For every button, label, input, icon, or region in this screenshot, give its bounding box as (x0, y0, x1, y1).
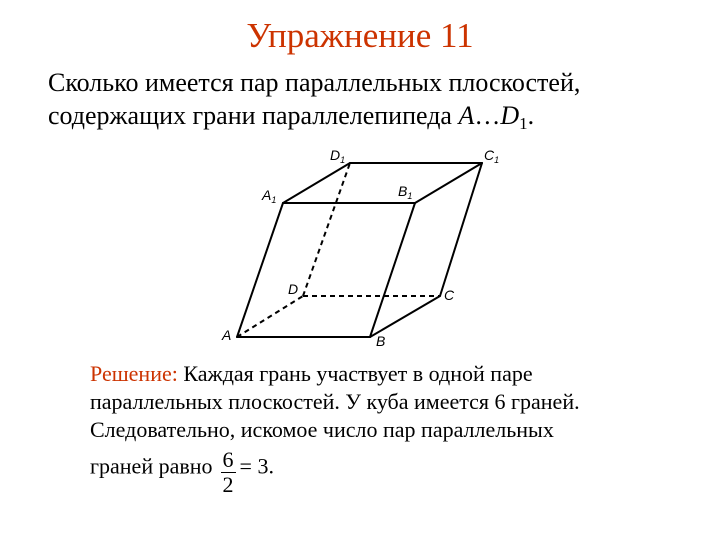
edge-a-a1 (237, 203, 283, 337)
solution-line-3: Следовательно, искомое число пар параллельных (90, 417, 554, 442)
var-d: D (500, 101, 520, 130)
solution-block (90, 360, 650, 497)
slide-title: Упражнение 11 (246, 16, 474, 55)
vertex-label-c: C (444, 287, 455, 303)
vertex-label-a1: $A_1$ (262, 187, 277, 205)
edge-b-b1 (370, 203, 415, 337)
solution-line-1 (90, 360, 650, 388)
vertex-label-d: D (288, 281, 299, 297)
fraction-denominator: 2 (222, 472, 234, 497)
vertex-label-a: A (222, 327, 232, 343)
solution-result: = 3. (239, 453, 274, 479)
solution-line-2: параллельных плоскостей. У куба имеется 6 граней. (90, 389, 580, 414)
solution-label: Решение: (90, 361, 178, 386)
fraction (221, 448, 236, 497)
question-line-1: Сколько имеется пар параллельных плоскостей, (48, 68, 581, 97)
solution-text-4: граней равно (90, 453, 213, 479)
solution-line-4 (90, 444, 650, 497)
question-period: . (527, 101, 535, 130)
vertex-label-c1: $C_1$ (484, 147, 500, 165)
var-d-subscript: 1 (519, 114, 528, 133)
var-a: A (458, 101, 475, 130)
vertex-label-b1: $B_1$ (398, 183, 413, 201)
edge-a-d-hidden (237, 296, 303, 337)
edge-b-c (370, 296, 440, 337)
vertex-label-b: B (376, 333, 386, 349)
edge-d-d1-hidden (303, 163, 350, 296)
fraction-numerator: 6 (222, 447, 234, 472)
edge-d1-a1 (283, 163, 350, 203)
solution-text-1: Каждая грань участвует в одной паре (177, 361, 533, 386)
ellipsis: … (474, 101, 501, 130)
question-line-2-text: содержащих грани параллелепипеда (48, 101, 459, 130)
edge-c-c1 (440, 163, 482, 296)
vertex-label-d1: $D_1$ (330, 147, 346, 165)
